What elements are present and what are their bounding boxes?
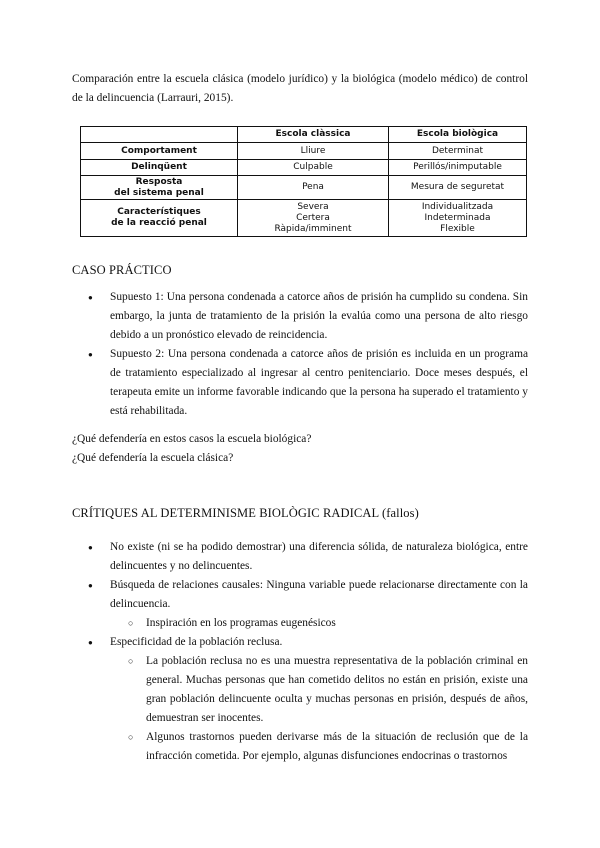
row-label-caracteristiques xyxy=(81,200,238,237)
cell-clasica xyxy=(238,200,389,237)
list-item: ● No existe (ni se ha podido demostrar) una diferencia sólida, de naturaleza biológica, entre delincuentes y no delincuentes. xyxy=(72,538,528,576)
caso-practico-heading: CASO PRÁCTICO xyxy=(72,263,172,277)
table-row xyxy=(81,143,527,160)
table-row xyxy=(81,200,527,237)
question-clasica: ¿Qué defendería la escuela clásica? xyxy=(72,452,234,464)
cell-clasica: Pena xyxy=(238,176,389,200)
sublist-item: ○ La población reclusa no es una muestra representativa de la población criminal en general. Muchas personas que han cometido delitos no están en prisión, existe una gran población delincuente oculta y muchas personas en prisión, después de años, demuestran ser inocentes. xyxy=(110,652,528,728)
list-item-text: Especificidad de la población reclusa. xyxy=(110,636,283,648)
critiques-heading: CRÍTIQUES AL DETERMINISME BIOLÒGIC RADICAL (fallos) xyxy=(72,506,419,520)
table-header-biologica: Escola biològica xyxy=(389,127,527,143)
cell-line: Severa xyxy=(297,201,329,212)
list-item xyxy=(72,576,528,633)
comparison-table xyxy=(80,126,527,237)
cell-line: Certera xyxy=(296,212,330,223)
list-item: ● Supuesto 2: Una persona condenada a catorce años de prisión es incluida en un programa de tratamiento especializado al ingresar al centro penitenciario. Doce meses después, el terapeuta emite un informe favorable indicando que la persona ha superado el tratamiento y está rehabilitada. xyxy=(72,345,528,421)
row-label-line: de la reacció penal xyxy=(111,218,207,228)
table-row xyxy=(81,160,527,176)
list-item xyxy=(72,633,528,766)
list-item: ● Supuesto 1: Una persona condenada a catorce años de prisión ha cumplido su condena. Sin embargo, la junta de tratamiento de la prisión la evalúa como una persona de alto riesgo debido a un pronóstico elevado de reincidencia. xyxy=(72,288,528,345)
sublist-item: ○ Inspiración en los programas eugenésicos xyxy=(110,614,528,633)
row-label-line: del sistema penal xyxy=(114,187,204,198)
question-biologica: ¿Qué defendería en estos casos la escuela biológica? xyxy=(72,433,312,445)
row-label-resposta xyxy=(81,176,238,200)
cell-biologica: Determinat xyxy=(389,143,527,160)
table-header-row xyxy=(81,127,527,143)
sublist xyxy=(110,614,528,633)
cell-line: Flexible xyxy=(440,223,475,234)
table-header-empty xyxy=(81,127,238,143)
cell-clasica: Lliure xyxy=(238,143,389,160)
cell-biologica: Perillós/inimputable xyxy=(389,160,527,176)
cell-line: Ràpida/imminent xyxy=(274,223,352,234)
row-label-line: Resposta xyxy=(135,176,183,187)
table-header-clasica: Escola clàssica xyxy=(238,127,389,143)
critiques-list xyxy=(72,538,528,766)
row-label-delinquent: Delinqüent xyxy=(81,160,238,176)
cell-biologica xyxy=(389,200,527,237)
sublist-item: ○ Algunos trastornos pueden derivarse más de la situación de reclusión que de la infracción cometida. Por ejemplo, algunas disfunciones endocrinas o trastornos xyxy=(110,728,528,766)
sublist xyxy=(110,652,528,766)
list-item-text: Búsqueda de relaciones causales: Ninguna variable puede relacionarse directamente con la delincuencia. xyxy=(110,579,528,610)
cell-line: Indeterminada xyxy=(424,212,491,223)
cell-clasica: Culpable xyxy=(238,160,389,176)
table-row xyxy=(81,176,527,200)
questions-block xyxy=(72,430,528,468)
intro-paragraph: Comparación entre la escuela clásica (modelo jurídico) y la biológica (modelo médico) de control de la delincuencia (Larrauri, 2015). xyxy=(72,73,528,104)
cell-line: Individualitzada xyxy=(421,201,494,212)
row-label-comportament: Comportament xyxy=(81,143,238,160)
row-label-line: Característiques xyxy=(117,207,201,217)
cell-biologica: Mesura de seguretat xyxy=(389,176,527,200)
document-page xyxy=(72,70,528,766)
caso-list xyxy=(72,288,528,421)
